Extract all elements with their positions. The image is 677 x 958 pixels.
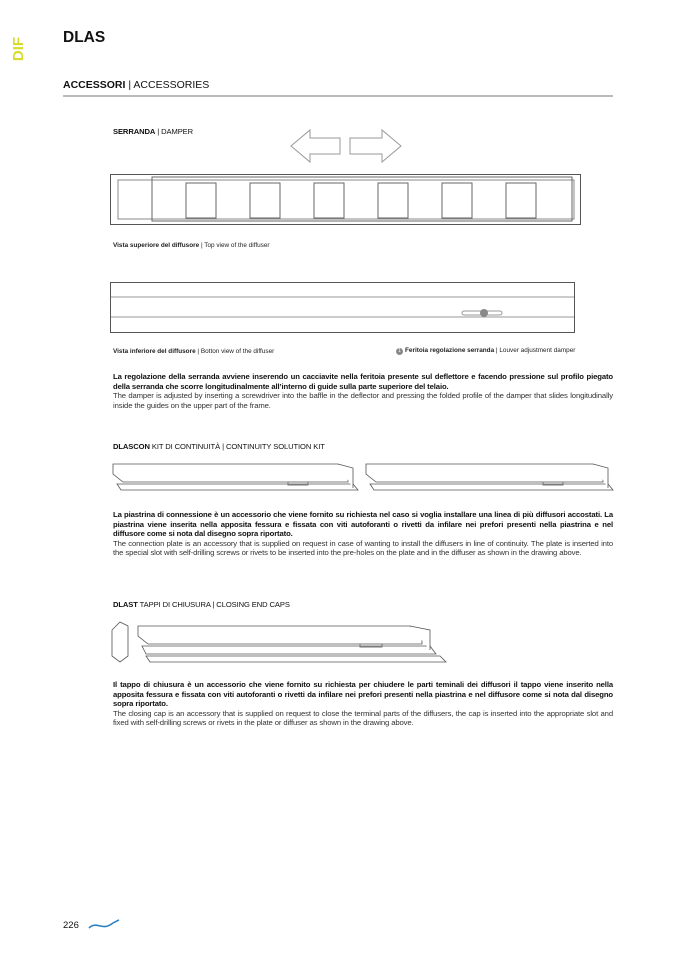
dlast-description xyxy=(113,680,613,728)
dlast-text-it: Il tappo di chiusura è un accessorio che viene fornito su richiesta per chiudere le parti teminali dei diffusori il tappo viene inserito nella apposita fessura e fissata con viti autoforanti o rivetti da infilare nei prefori presenti nella piastrina e nel diffusore come si nota dal disegno sopra riportato. xyxy=(113,680,613,709)
damper-label-bold: SERRANDA xyxy=(113,127,156,136)
damper-description xyxy=(113,372,613,410)
slide-arrows-icon xyxy=(290,128,402,164)
dlascon-text-en: The connection plate is an accessory that is supplied on request in case of wanting to install the diffusers in line of continuity. The plate is inserted into the special slot with self-drilling screws or rivets to be inserted into the pre-holes on the plate and in the diffuser as shown in the drawing above. xyxy=(113,538,613,558)
legend-bold: Feritoia regolazione serranda xyxy=(405,347,495,354)
top-view-caption xyxy=(113,242,270,249)
continuity-kit-drawing xyxy=(113,462,618,498)
dlast-label xyxy=(113,600,290,609)
bottom-view-drawing xyxy=(110,282,576,333)
marker-badge: 1 xyxy=(396,348,403,355)
dlast-text-en: The closing cap is an accessory that is supplied on request to close the terminal parts of the diffusers, the cap is inserted into the appropriate slot and fixed with self-drilling screws or rivets in the plate or diffuser as shown in the drawing above. xyxy=(113,708,613,728)
bottom-caption-rest: | Botton view of the diffuser xyxy=(195,348,275,355)
dlascon-label-rest: KIT DI CONTINUITÀ | CONTINUITY SOLUTION KIT xyxy=(149,442,325,451)
top-caption-bold: Vista superiore del diffusore xyxy=(113,242,200,249)
dlast-label-rest: TAPPI DI CHIUSURA | CLOSING END CAPS xyxy=(137,600,290,609)
end-caps-drawing xyxy=(110,620,460,664)
section-heading-it: ACCESSORI xyxy=(63,79,126,91)
top-caption-rest: | Top view of the diffuser xyxy=(199,242,270,249)
side-tab: DIF xyxy=(10,36,27,62)
section-heading-en: | ACCESSORIES xyxy=(125,79,210,91)
damper-label xyxy=(113,127,193,136)
damper-text-it: La regolazione della serranda avviene inserendo un cacciavite nella feritoia presente sul deflettore e facendo pressione sul profilo piegato della serranda che scorre longitudinalmente all’interno di guide sulla parte superiore del telaio. xyxy=(113,372,613,391)
page-title: DLAS xyxy=(63,29,106,46)
dlast-label-bold: DLAST xyxy=(113,600,138,609)
dlascon-text-it: La piastrina di connessione è un accessorio che viene fornito su richiesta nel caso si voglia installare una linea di più diffusori accostati. La piastrina viene inserita nella apposita fessura e fissata con viti autoforanti o rivetti da infilare nei prefori presenti nella piastrina e nel diffusore come si nota dal disegno sopra riportato. xyxy=(113,510,613,539)
louver-legend xyxy=(396,347,575,355)
section-heading xyxy=(63,79,209,91)
damper-label-rest: | DAMPER xyxy=(155,127,194,136)
dlascon-description xyxy=(113,510,613,558)
dlascon-label-bold: DLASCON xyxy=(113,442,150,451)
bottom-view-caption xyxy=(113,348,274,355)
brand-wave-logo xyxy=(88,919,120,931)
bottom-caption-bold: Vista inferiore del diffusore xyxy=(113,348,196,355)
section-divider xyxy=(63,95,613,97)
damper-text-en: The damper is adjusted by inserting a screwdriver into the baffle in the deflector and pressing the folded profile of the damper that slides longitudinally inside the guides on the upper part of the frame. xyxy=(113,391,613,410)
page-number: 226 xyxy=(63,920,79,931)
top-view-drawing xyxy=(110,174,582,226)
legend-rest: | Louver adjustment damper xyxy=(494,347,576,354)
dlascon-label xyxy=(113,442,325,451)
